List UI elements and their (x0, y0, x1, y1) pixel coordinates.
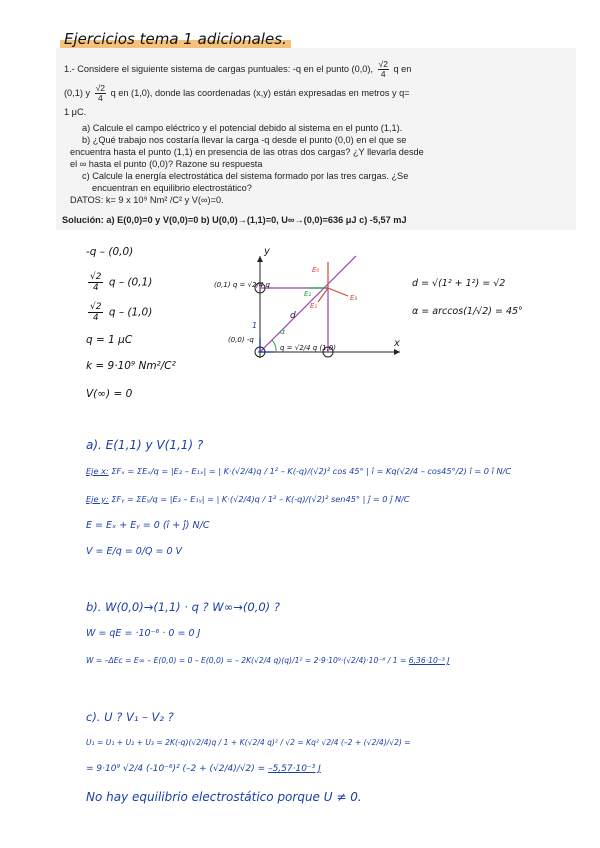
y-axis-label: y (264, 248, 270, 257)
fraction (88, 272, 103, 293)
x-axis-equation-text: ΣFₓ = ΣEₓ/q = |E₂ – E₁ₓ| = | K·(√2/4)q / 1² – K(-q)/(√2)² cos 45° | î = Kq(√2/4 – cos45°/2) î = 0 î N/C (111, 466, 512, 476)
fraction-numerator: √2 (90, 302, 102, 312)
y-axis-arrow-icon (257, 256, 263, 262)
part-b-work-2 (86, 656, 450, 665)
problem-data: DATOS: k= 9 x 10⁹ Nm² /C² y V(∞)=0. (70, 195, 224, 205)
given-text: q – (0,1) (108, 276, 153, 289)
field-label-e3: E₃ (350, 294, 358, 302)
part-a-heading: a). E(1,1) y V(1,1) ? (86, 438, 204, 452)
distance-label: d (290, 311, 296, 321)
field-label-e0: E₀ (312, 266, 320, 274)
part-c-energy-1: U₁ = U₁ + U₂ + U₃ = 2K(-q)(√2/4)q / 1 + K(√2/4 q)² / √2 = Kq² √2/4 (–2 + (√2/4)/√2) = (86, 738, 411, 747)
x-axis-label: Eje x: (86, 466, 109, 476)
fraction (95, 84, 106, 103)
problem-line-1 (64, 60, 411, 79)
given-q-value: q = 1 μC (86, 334, 133, 346)
distance-equation: d = √(1² + 1²) = √2 (412, 278, 506, 289)
problem-text: (0,1) y (64, 87, 91, 98)
work-2-result: 6,36·10⁻³ J (408, 656, 450, 665)
part-a-x-axis-equation (86, 466, 511, 476)
part-b-work-1: W = qE = ·10⁻⁶ · 0 = 0 J (86, 628, 201, 639)
y-axis-label: Eje y: (86, 494, 109, 504)
x-axis-arrow-icon (394, 349, 400, 355)
part-b-heading: b). W(0,0)→(1,1) · q ? W∞→(0,0) ? (86, 600, 280, 614)
y-axis-equation-text: ΣFᵧ = ΣEᵧ/q = |E₃ – E₁ᵧ| = | K·(√2/4)q / 1² – K(-q)/(√2)² sen45° | ĵ = 0 ĵ N/C (111, 494, 410, 504)
problem-part-b-2: encuentra hasta el punto (1,1) en presencia de las otras dos cargas? ¿Y llevarla desde (70, 147, 424, 157)
fraction-denominator: 4 (380, 69, 386, 79)
given-text: q – (1,0) (108, 306, 153, 319)
given-v-infinity: V(∞) = 0 (86, 388, 133, 400)
problem-text: q en (1,0), donde las coordenadas (x,y) están expresadas en metros y q= (110, 87, 410, 98)
problem-text: q en (393, 63, 412, 74)
fraction-denominator: 4 (92, 313, 99, 323)
field-label-e2: E₂ (304, 290, 312, 298)
diagonal-line (260, 256, 356, 352)
problem-line-3: 1 μC. (64, 107, 87, 117)
unit-length-label: 1 (252, 321, 258, 330)
fraction-denominator: 4 (97, 93, 103, 103)
energy-2-text: = 9·10⁹ √2/4 (-10⁻⁶)² (–2 + (√2/4)/√2) = (86, 764, 266, 774)
given-charge-right (86, 302, 152, 323)
energy-2-result: –5,57·10⁻³ J (268, 764, 321, 774)
fraction-denominator: 4 (92, 283, 99, 293)
given-k-value: k = 9·10⁹ Nm²/C² (86, 360, 176, 372)
part-a-total-field: E = Eₓ + Eᵧ = 0 (î + ĵ) N/C (86, 520, 210, 531)
alpha-arc (272, 340, 276, 352)
problem-part-b-3: el ∞ hasta el punto (0,0)? Razone su respuesta (70, 159, 263, 169)
fraction (378, 60, 389, 79)
fraction (88, 302, 103, 323)
problem-text: 1.- Considere el siguiente sistema de cargas puntuales: -q en el punto (0,0), (64, 63, 373, 74)
problem-statement (56, 48, 576, 230)
alpha-equation: α = arccos(1/√2) = 45° (412, 306, 523, 317)
problem-line-2 (64, 84, 410, 103)
fraction-numerator: √2 (95, 83, 106, 93)
fraction-numerator: √2 (90, 272, 102, 282)
field-vector-right (328, 288, 348, 296)
part-a-potential: V = E/q = 0/Q = 0 V (86, 546, 183, 557)
fraction-numerator: √2 (378, 59, 388, 69)
work-2-text: W = –ΔEc = E∞ – E(0,0) = 0 – E(0,0) = – 2K(√2/4 q)(q)/1² = 2·9·10⁹·(√2/4)·10⁻⁶ / 1 = (86, 656, 407, 665)
part-c-energy-2 (86, 764, 321, 774)
page-title: Ejercicios tema 1 adicionales. (60, 30, 291, 48)
part-c-conclusion: No hay equilibrio electrostático porque U ≠ 0. (86, 790, 362, 804)
right-charge-label: q = √2/4 q (1,0) (280, 344, 336, 352)
top-charge-label: (0,1) q = √2/4 q (214, 281, 270, 289)
given-charge-origin: -q – (0,0) (86, 246, 134, 258)
alpha-label: α (280, 327, 286, 336)
x-axis-label: x (394, 338, 400, 349)
problem-part-c-1: c) Calcule la energía electrostática del sistema formado por las tres cargas. ¿Se (82, 171, 409, 181)
solution-summary: Solución: a) E(0,0)=0 y V(0,0)=0 b) U(0,0)→(1,1)=0, U∞→(0,0)=636 μJ c) -5,57 mJ (62, 215, 407, 225)
origin-charge-label: (0,0) -q (228, 336, 254, 344)
given-charge-top (86, 272, 152, 293)
problem-part-b-1: b) ¿Qué trabajo nos costaría llevar la carga -q desde el punto (0,0) en el que se (82, 135, 407, 145)
field-vector-down (318, 288, 328, 302)
part-c-heading: c). U ? V₁ – V₂ ? (86, 710, 174, 724)
field-label-e1: E₁ (310, 302, 318, 310)
problem-part-a: a) Calcule el campo eléctrico y el potencial debido al sistema en el punto (1,1). (82, 123, 403, 133)
part-a-y-axis-equation (86, 494, 410, 504)
problem-part-c-2: encuentran en equilibrio electrostático? (92, 183, 252, 193)
